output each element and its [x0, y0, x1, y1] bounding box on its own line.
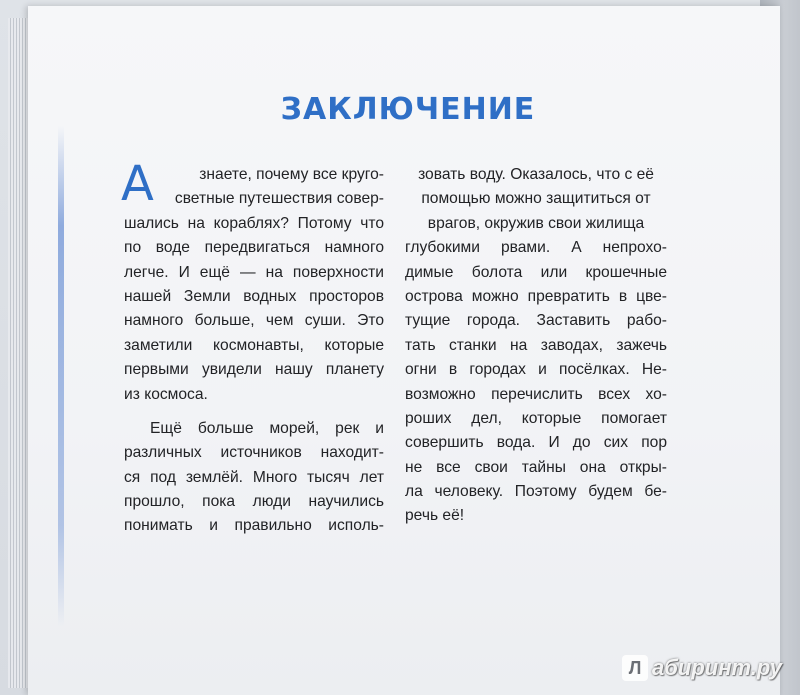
text-line: речь её! — [405, 507, 465, 525]
text-line: зовать воду. Оказалось, что с её — [418, 166, 654, 183]
text-line: тущие города. Заставить рабо- — [405, 312, 667, 330]
text-line: нашей Земли водных просторов — [124, 287, 384, 305]
labirint-logo-icon: Л — [622, 655, 648, 681]
text-line: шались на кораблях? Потому что — [124, 214, 384, 232]
right-text-column — [405, 163, 667, 529]
text-line: прошло, пока люди научились — [124, 493, 384, 511]
watermark-text: абиринт.ру — [652, 655, 782, 680]
text-line: легче. И ещё — на поверхности — [124, 263, 384, 281]
text-line: различных источников находит- — [124, 444, 384, 462]
text-line: не все свои тайны она откры- — [405, 458, 667, 476]
left-text-column — [124, 163, 384, 539]
text-line: возможно перечислить всех хо- — [405, 385, 667, 403]
text-line: понимать и правильно исполь- — [124, 517, 384, 535]
text-line: светные путешествия совер- — [174, 190, 384, 208]
text-line: ла человеку. Поэтому будем бе- — [405, 483, 667, 501]
chapter-title: ЗАКЛЮЧЕНИЕ — [280, 92, 536, 127]
page-spine-tint — [58, 126, 64, 626]
text-line: тать станки на заводах, зажечь — [405, 336, 667, 354]
text-line: острова можно превратить в цве- — [405, 287, 667, 305]
text-line: глубокими рвами. А непрохо- — [405, 239, 667, 257]
text-line: совершить вода. И до сих пор — [405, 434, 667, 452]
text-line: димые болота или крошечные — [405, 263, 667, 281]
text-line: из космоса. — [124, 385, 208, 403]
text-line: знаете, почему все круго- — [199, 166, 384, 183]
text-line: ся под землёй. Много тысяч лет — [124, 468, 384, 486]
text-line: помощью можно защититься от — [421, 190, 651, 208]
text-line: Ещё больше морей, рек и — [150, 419, 384, 437]
text-line: намного больше, чем суши. Это — [124, 312, 384, 330]
text-line: врагов, окружив свои жилища — [427, 214, 645, 232]
labirint-watermark — [622, 655, 782, 681]
text-line: заметили космонавты, которые — [124, 336, 384, 354]
paragraph-gap — [124, 407, 384, 417]
text-line: роших дел, которые помогает — [405, 409, 667, 427]
text-line: огни в городах и посёлках. Не- — [405, 361, 667, 379]
text-line: по воде передвигаться намного — [124, 239, 384, 257]
text-line: первыми увидели нашу планету — [124, 361, 384, 379]
drop-cap: А — [121, 156, 154, 212]
